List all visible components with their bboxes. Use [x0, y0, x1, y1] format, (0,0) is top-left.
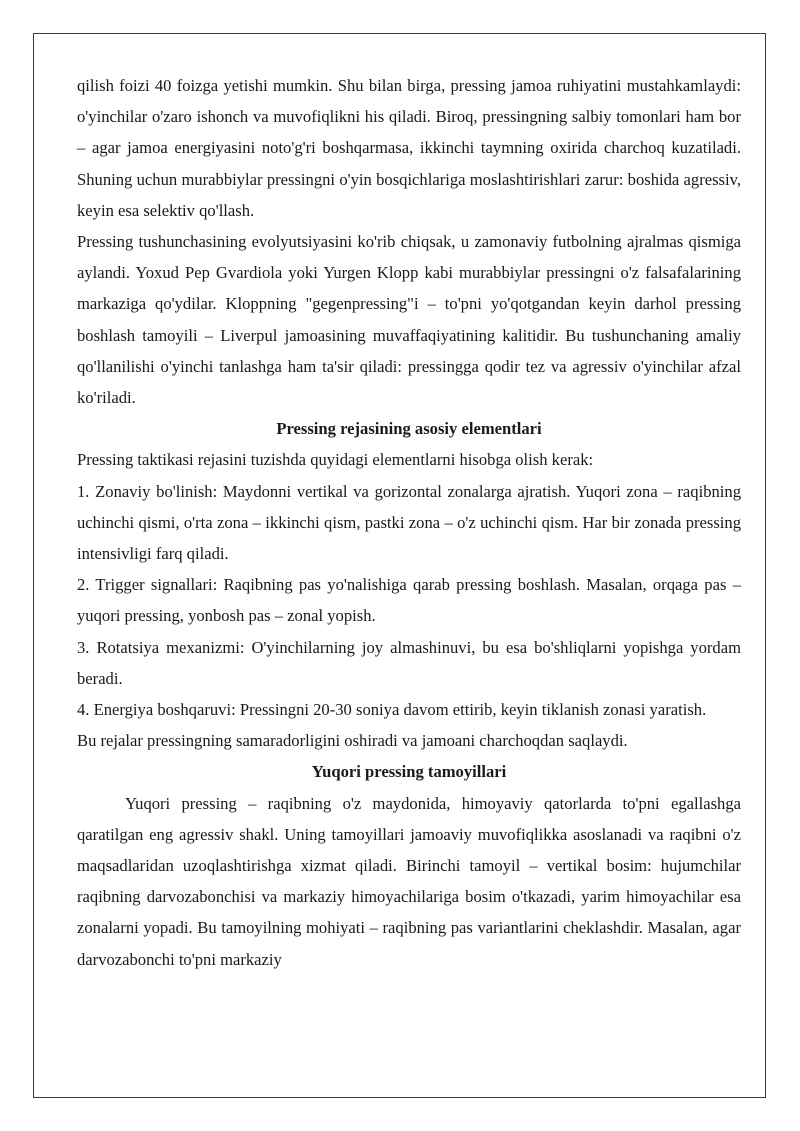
document-body — [77, 70, 741, 975]
high-press-paragraph: Yuqori pressing – raqibning o'z maydonida, himoyaviy qatorlarda to'pni egallashga qaratilgan eng agressiv shakl. Uning tamoyillari jamoaviy muvofiqlikka asoslanadi va raqibni o'z maqsadlaridan uzoqlashtirishga xizmat qiladi. Birinchi tamoyil – vertikal bosim: hujumchilar raqibning darvozabonchisi va markaziy himoyachilariga bosim o'tkazadi, yarim himoyachilar esa zonalarni yopadi. Bu tamoyilning mohiyati – raqibning pas variantlarini cheklashdir. Masalan, agar darvozabonchi to'pni markaziy — [77, 793, 741, 969]
list-item-zonal: 1. Zonaviy bo'linish: Maydonni vertikal va gorizontal zonalarga ajratish. Yuqori zona – raqibning uchinchi qismi, o'rta zona – ikkinchi qism, pastki zona – o'z uchinchi qism. Har bir zonada pressing intensivligi farq qiladi. — [77, 481, 741, 564]
section-intro: Pressing taktikasi rejasini tuzishda quyidagi elementlarni hisobga olish kerak: — [77, 450, 594, 470]
list-item-energy: 4. Energiya boshqaruvi: Pressingni 20-30 soniya davom ettirib, keyin tiklanish zonasi yaratish. — [77, 700, 707, 720]
paragraph-2: Pressing tushunchasining evolyutsiyasini ko'rib chiqsak, u zamonaviy futbolning ajralmas qismiga aylandi. Yoxud Pep Gvardiola yoki Yurgen Klopp kabi murabbiylar pressingni o'z falsafalarining markaziga qo'ydilar. Kloppning "gegenpressing"i – to'pni yo'qotgandan keyin darhol pressing boshlash tamoyili – Liverpul jamoasining muvaffaqiyatining kalitidir. Bu tushunchaning amaliy qo'llanilishi o'yinchi tanlashga ham ta'sir qiladi: pressingga qodir tez va agressiv o'yinchilar afzal ko'riladi. — [77, 232, 741, 408]
section-heading-high-press: Yuqori pressing tamoyillari — [311, 762, 507, 782]
paragraph-1: qilish foizi 40 foizga yetishi mumkin. Shu bilan birga, pressing jamoa ruhiyatini mustahkamlaydi: o'yinchilar o'zaro ishonch va muvofiqlikni his qiladi. Biroq, pressingning salbiy tomonlari ham bor – agar jamoa energiyasini noto'g'ri boshqarmasa, ikkinchi taymning oxirida charchoq kuzatiladi. Shuning uchun murabbiylar pressingni o'yin bosqichlariga moslashtirishlari zarur: boshida agressiv, keyin esa selektiv qo'llash. — [77, 76, 741, 220]
section-conclusion: Bu rejalar pressingning samaradorligini oshiradi va jamoani charchoqdan saqlaydi. — [77, 731, 628, 751]
list-item-rotation: 3. Rotatsiya mexanizmi: O'yinchilarning joy almashinuvi, bu esa bo'shliqlarni yopishga yordam beradi. — [77, 637, 741, 688]
section-heading-pressing-plan: Pressing rejasining asosiy elementlari — [276, 419, 542, 439]
list-item-trigger: 2. Trigger signallari: Raqibning pas yo'nalishiga qarab pressing boshlash. Masalan, orqaga pas – yuqori pressing, yonbosh pas – zonal yopish. — [77, 575, 741, 626]
